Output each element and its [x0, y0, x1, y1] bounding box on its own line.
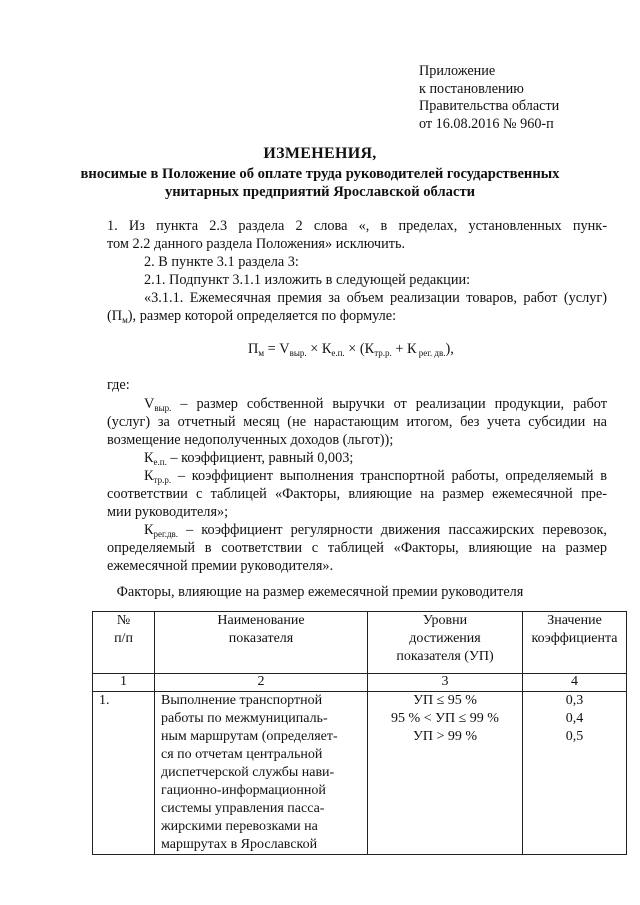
- appendix-line: от 16.08.2016 № 960-п: [419, 115, 554, 132]
- definition-kreg-line: определяемый в соответствии с таблицей «Факторы, влияющие на размер: [107, 540, 607, 556]
- paragraph-3: 2.1. Подпункт 3.1.1 изложить в следующей редакции:: [144, 272, 471, 288]
- definition-ktr-line: мии руководителя»;: [107, 504, 229, 520]
- column-number: 4: [523, 674, 627, 692]
- appendix-note: [419, 63, 559, 133]
- header-num: № п/п: [93, 612, 155, 674]
- formula: $П_м = V_{выр.} \times К_{е.п.} \times (К_{тр.р.} + К$ $_{рег. дв.}$),: [248, 341, 454, 358]
- row-indicator-name: Выполнение транспортной работы по межмуниципаль- ным маршрутам (определяет- ся по отчетам центральной диспетчерской службы нави- гационно-информационной системы управления пасса- жирскими перевозками на маршрутах в Ярославской: [155, 692, 368, 855]
- row-number: 1.: [93, 692, 155, 855]
- header-level: Уровни достижения показателя (УП): [368, 612, 523, 674]
- row-coefficients: 0,3 0,4 0,5: [523, 692, 627, 855]
- paragraph-2: 2. В пункте 3.1 раздела 3:: [144, 254, 299, 270]
- document-heading: ИЗМЕНЕНИЯ,: [263, 145, 377, 162]
- document-subtitle-line: вносимые в Положение об оплате труда руководителей государственных: [80, 166, 560, 182]
- definition-kep: $К_{е.п.}$ – коэффициент, равный 0,003;: [144, 450, 354, 467]
- definition-v-line: $V_{выр.}$ – размер собственной выручки от реализации продукции, работ: [144, 396, 607, 413]
- document-subtitle-line: унитарных предприятий Ярославской области: [164, 184, 476, 200]
- table-row: [93, 692, 627, 855]
- factors-table: [92, 611, 627, 855]
- definition-ktr-line: $К_{тр.р.}$ – коэффициент выполнения транспортной работы, определяемый в: [144, 468, 607, 485]
- where-label: где:: [107, 377, 130, 393]
- header-name: Наименование показателя: [155, 612, 368, 674]
- row-levels: УП ≤ 95 % 95 % < УП ≤ 99 % УП > 99 %: [368, 692, 523, 855]
- column-number: 3: [368, 674, 523, 692]
- definition-kreg-line: $К_{рег.дв.}$ – коэффициент регулярности движения пассажирских перевозок,: [144, 522, 607, 539]
- appendix-line: к постановлению: [419, 80, 524, 97]
- definition-v-line: (услуг) за отчетный месяц (не нарастающим итогом, без учета субсидии на: [107, 414, 607, 430]
- header-value: Значение коэффициента: [523, 612, 627, 674]
- column-number: 2: [155, 674, 368, 692]
- paragraph-1-line: 1. Из пункта 2.3 раздела 2 слова «, в пределах, установленных пунк-: [107, 218, 607, 234]
- column-number: 1: [93, 674, 155, 692]
- definition-v-line: возмещение недополученных доходов (льгот));: [107, 432, 394, 448]
- paragraph-4-line: «3.1.1. Ежемесячная премия за объем реализации товаров, работ (услуг): [144, 290, 607, 306]
- appendix-line: Приложение: [419, 63, 496, 79]
- table-caption: Факторы, влияющие на размер ежемесячной премии руководителя: [116, 584, 524, 600]
- paragraph-1-line: том 2.2 данного раздела Положения» исключить.: [107, 236, 406, 252]
- definition-ktr-line: соответствии с таблицей «Факторы, влияющие на размер ежемесячной пре-: [107, 486, 607, 502]
- definition-kreg-line: ежемесячной премии руководителя».: [107, 558, 334, 574]
- appendix-line: Правительства области: [419, 98, 560, 114]
- table-column-numbers-row: [93, 674, 627, 692]
- paragraph-4-line: $(П_м)$, размер которой определяется по формуле:: [107, 308, 397, 325]
- table-header-row: [93, 612, 627, 674]
